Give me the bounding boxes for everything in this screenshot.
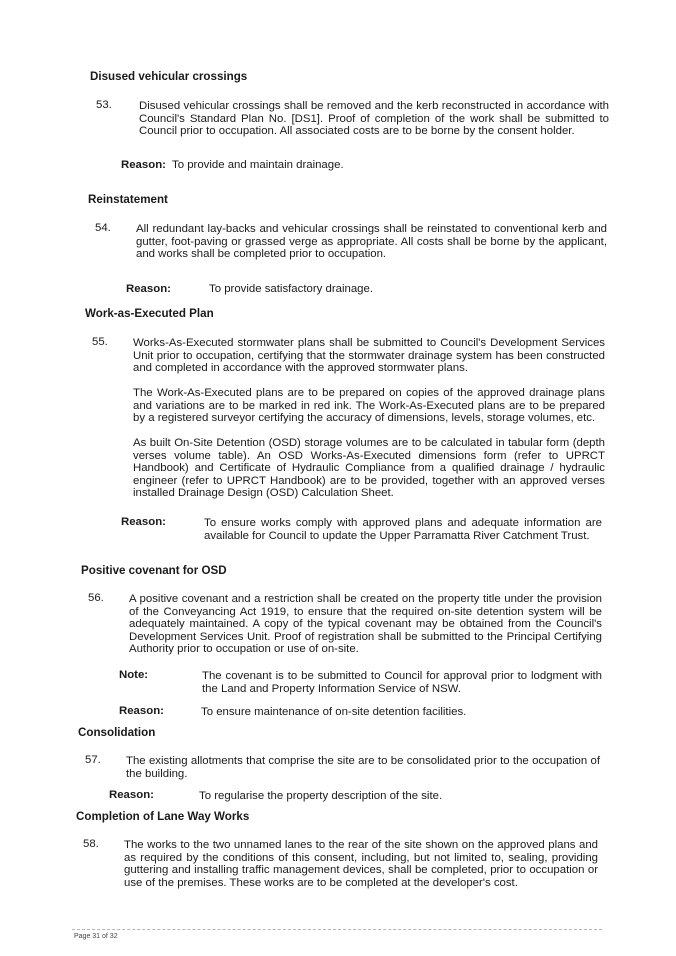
condition-text: The works to the two unnamed lanes to the rear of the site shown on the approved plans and as required by the conditions of this consent, including, but not limited to, sealing, providing guttering and installing traffic management devices, shall be completed, prior to occupation or use of the premises. These works are to be completed at the developer's cost.: [124, 839, 598, 889]
reason-text: To regularise the property description of the site.: [199, 790, 443, 802]
page-number: Page 31 of 32: [74, 933, 118, 940]
section-heading: Consolidation: [78, 726, 156, 739]
reason-text: To ensure works comply with approved plans and adequate information are available for Council to update the Upper Parramatta River Catchment Trust.: [204, 517, 602, 542]
condition-text: Disused vehicular crossings shall be removed and the kerb reconstructed in accordance with Council's Standard Plan No. [DS1]. Proof of completion of the work shall be submitted to Council prior to occupation. All associated costs are to be borne by the consent holder.: [139, 100, 609, 138]
section-heading: Disused vehicular crossings: [90, 70, 248, 83]
condition-number: 58.: [83, 838, 99, 850]
note-label: Note:: [119, 669, 149, 681]
reason-text: To provide satisfactory drainage.: [209, 283, 373, 295]
condition-number: 54.: [95, 222, 111, 234]
condition-text: As built On-Site Detention (OSD) storage volumes are to be calculated in tabular form (depth verses volume table). An OSD Works-As-Executed dimensions form (refer to UPRCT Handbook) and Certificate of Hydraulic Compliance from a qualified drainage / hydraulic engineer (refer to UPRCT Handbook) are to be provided, together with an approved verses installed Drainage Design (OSD) Calculation Sheet.: [133, 437, 605, 500]
reason-label: Reason:: [119, 705, 164, 717]
condition-number: 55.: [92, 336, 108, 348]
condition-text: All redundant lay-backs and vehicular crossings shall be reinstated to conventional kerb and gutter, foot-paving or grassed verge as appropriate. All costs shall be borne by the applicant, and works shall be completed prior to occupation.: [136, 223, 607, 261]
condition-number: 56.: [88, 592, 104, 604]
section-heading: Work-as-Executed Plan: [85, 307, 214, 320]
footer-divider: [72, 929, 602, 930]
reason-label: Reason:: [121, 516, 166, 528]
note-text: The covenant is to be submitted to Council for approval prior to lodgment with the Land and Property Information Service of NSW.: [202, 670, 602, 695]
condition-number: 57.: [85, 754, 101, 766]
reason-text: To provide and maintain drainage.: [172, 159, 344, 171]
condition-text: Works-As-Executed stormwater plans shall be submitted to Council's Development Services Unit prior to occupation, certifying that the stormwater drainage system has been constructed and completed in accordance with the approved stormwater plans.: [133, 337, 605, 375]
reason-label: Reason:: [109, 789, 154, 801]
reason-label: Reason:: [126, 283, 171, 295]
section-heading: Reinstatement: [88, 193, 168, 206]
condition-text: A positive covenant and a restriction shall be created on the property title under the provision of the Conveyancing Act 1919, to ensure that the required on-site detention system will be adequately maintained. A copy of the typical covenant may be obtained from the Council's Development Services Unit. Proof of registration shall be submitted to the Principal Certifying Authority prior to occupation or use of on-site.: [129, 593, 602, 656]
condition-number: 53.: [96, 99, 112, 111]
reason-label: Reason:: [121, 159, 166, 171]
section-heading: Completion of Lane Way Works: [76, 810, 250, 823]
section-heading: Positive covenant for OSD: [81, 564, 227, 577]
reason-text: To ensure maintenance of on-site detention facilities.: [201, 706, 467, 718]
condition-text: The Work-As-Executed plans are to be prepared on copies of the approved drainage plans and variations are to be marked in red ink. The Work-As-Executed plans are to be prepared by a registered surveyor certifying the accuracy of dimensions, levels, storage volumes, etc.: [133, 387, 605, 425]
condition-text: The existing allotments that comprise the site are to be consolidated prior to the occupation of the building.: [126, 755, 600, 780]
